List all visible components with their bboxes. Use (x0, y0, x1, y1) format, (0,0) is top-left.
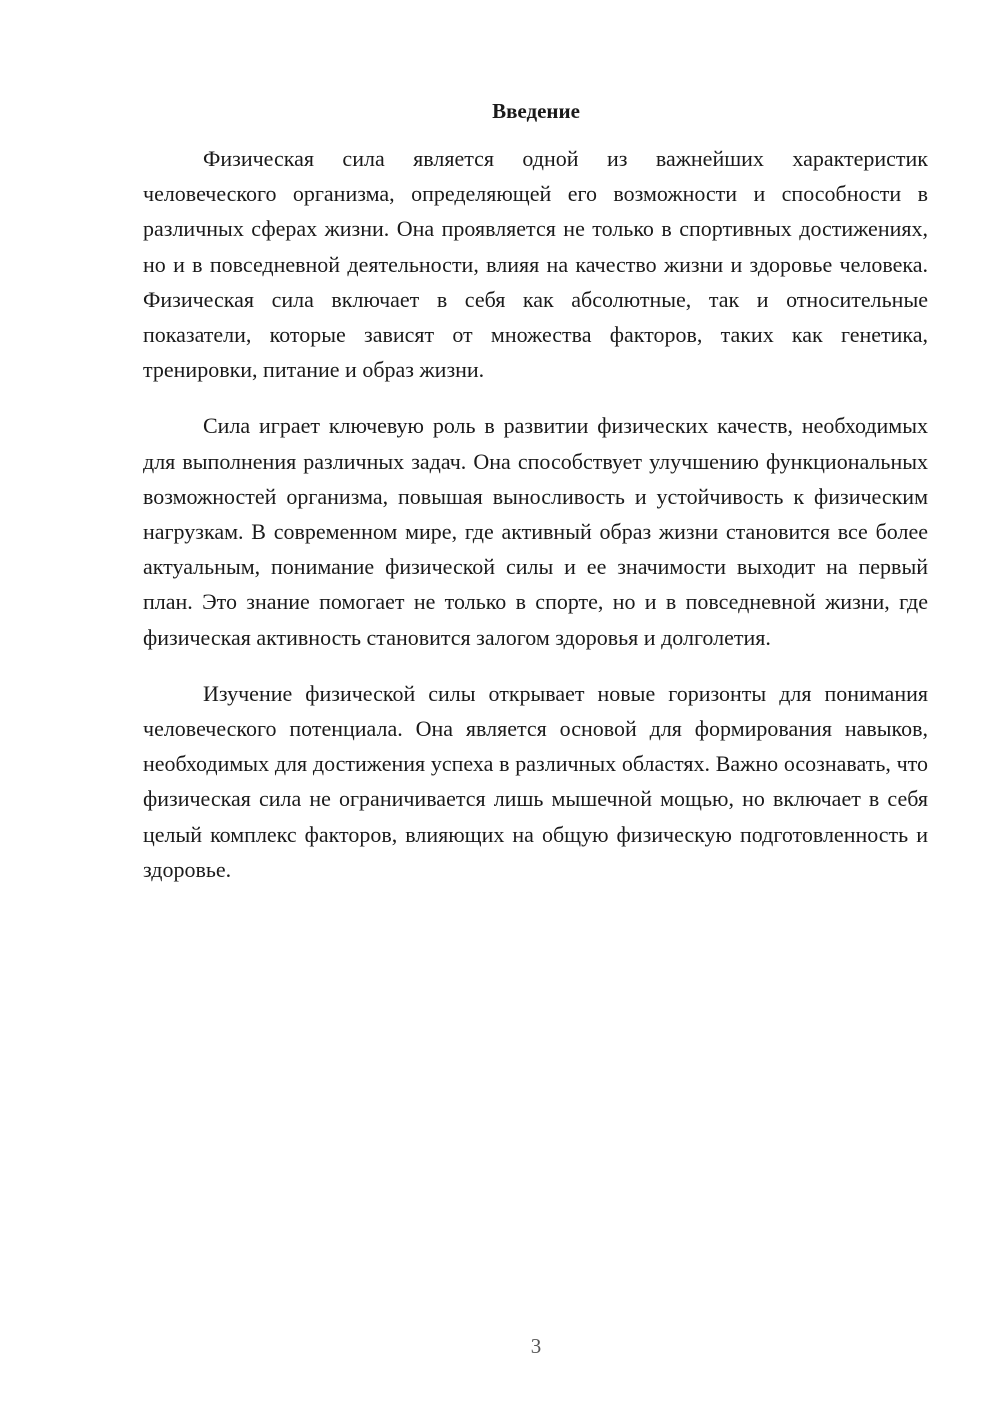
paragraph-1: Физическая сила является одной из важнейших характеристик человеческого организма, определяющей его возможности и способности в различных сферах жизни. Она проявляется не только в спортивных достижениях, но и в повседневной деятельности, влияя на качество жизни и здоровье человека. Физическая сила включает в себя как абсолютные, так и относительные показатели, которые зависят от множества факторов, таких как генетика, тренировки, питание и образ жизни. (143, 146, 928, 383)
page-number: 3 (530, 1334, 542, 1358)
page-title: Введение (492, 99, 580, 123)
paragraph-3: Изучение физической силы открывает новые горизонты для понимания человеческого потенциала. Она является основой для формирования навыков, необходимых для достижения успеха в различных областях. Важно осознавать, что физическая сила не ограничивается лишь мышечной мощью, но включает в себя целый комплекс факторов, влияющих на общую физическую подготовленность и здоровье. (143, 680, 928, 882)
paragraph-2: Сила играет ключевую роль в развитии физических качеств, необходимых для выполнения различных задач. Она способствует улучшению функциональных возможностей организма, повышая выносливость и устойчивость к физическим нагрузкам. В современном мире, где активный образ жизни становится все более актуальным, понимание физической силы и ее значимости выходит на первый план. Это знание помогает не только в спорте, но и в повседневной жизни, где физическая активность становится залогом здоровья и долголетия. (143, 413, 928, 650)
body-text (143, 141, 928, 908)
